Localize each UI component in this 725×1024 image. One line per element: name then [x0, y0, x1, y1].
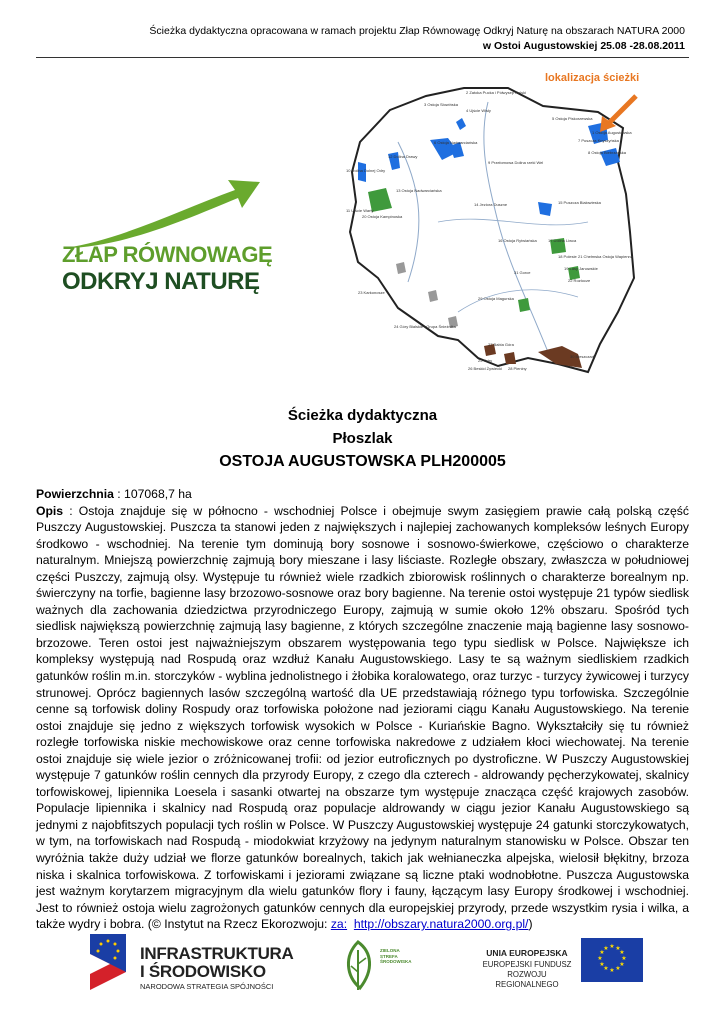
leaf-icon — [338, 938, 378, 994]
header-line-1: Ścieżka dydaktyczna opracowana w ramach projektu Złap Równowagę Odkryj Naturę na obszarach NATURA 2000 — [149, 25, 685, 37]
map-label: 20 Ostoja Kampinoska — [362, 214, 403, 219]
map-label: 30 Bieszczady — [570, 354, 596, 359]
svg-text:★: ★ — [609, 967, 615, 974]
logo-line-2: ODKRYJ NATURĘ — [62, 268, 260, 295]
area-label: Powierzchnia — [36, 487, 114, 501]
map-label: 22 Roztocze — [568, 278, 591, 283]
map-label: 6 Ostoja Nadwarciańska — [434, 140, 478, 145]
page-header — [149, 24, 685, 54]
area-value: : 107068,7 ha — [113, 487, 192, 501]
project-logo — [60, 170, 280, 300]
eu-line-3: ROZWOJU REGIONALNEGO — [495, 970, 559, 989]
map-label: 4 Ujście Wisły — [466, 108, 491, 113]
eu-flag-icon — [581, 938, 643, 982]
svg-text:★: ★ — [603, 965, 609, 972]
map-label: 15 Puszcza Białowieska — [558, 200, 601, 205]
map-label: 18 Polesie — [558, 254, 577, 259]
map-label: 28 Pieniny — [508, 366, 527, 371]
page-titles — [0, 404, 725, 473]
map-label: 24 Góry Bialskie i Grupa Śnieżnika — [394, 324, 456, 329]
svg-text:★: ★ — [603, 945, 609, 952]
map-label: 10 Dolina Dolnej Odry — [346, 168, 386, 173]
map-label: 1 Ostoja Augustowska — [592, 130, 632, 135]
area-paragraph — [36, 486, 689, 503]
map-label: 27 Babia Góra — [488, 342, 514, 347]
infra-line-2: I ŚRODOWISKO — [140, 962, 266, 981]
map-label: 31 Gorce — [514, 270, 531, 275]
site-area — [518, 298, 530, 312]
map-label: 7 Puszcza Knyszyńska — [578, 138, 619, 143]
eu-lines — [478, 960, 576, 990]
svg-text:★: ★ — [621, 955, 627, 962]
location-arrow-icon — [606, 96, 636, 126]
source-prefix-link[interactable]: za: — [330, 917, 348, 932]
map-label: 19 Lasy Janowskie — [564, 266, 598, 271]
svg-text:★: ★ — [615, 965, 621, 972]
svg-text:★: ★ — [619, 961, 625, 968]
infrastructure-flag-icon — [86, 932, 132, 992]
site-area — [538, 202, 552, 216]
svg-text:★: ★ — [599, 961, 605, 968]
map-label: 2 Zatoka Pucka i Półwysep Helski — [466, 90, 527, 95]
logo-line-1: ZŁAP RÓWNOWAGĘ — [62, 242, 273, 267]
eu-line-2: EUROPEJSKI FUNDUSZ — [482, 960, 572, 969]
header-line-2: w Ostoi Augustowskiej 25.08 -28.08.2011 — [482, 40, 685, 52]
header-divider — [36, 57, 689, 58]
description-body — [36, 486, 689, 933]
map-label: 8 Ostoja Biebrzańska — [588, 150, 627, 155]
title-line-2: Płoszlak — [332, 430, 393, 447]
leaf-text: ZIELONA STREFA ŚRODOWISKA — [380, 948, 412, 964]
map-title: lokalizacja ścieżki — [545, 72, 640, 84]
map-label: 25 Tatry — [478, 358, 493, 363]
map-label: 14 Jeziora Duszne — [474, 202, 508, 207]
map-label: 3 Ostoja Słowińska — [424, 102, 459, 107]
source-url-link[interactable]: http://obszary.natura2000.org.pl/ — [353, 917, 529, 932]
map-label: 23 Karkonosze — [358, 290, 385, 295]
infra-line-1: INFRASTRUKTURA — [140, 944, 294, 963]
map-label: 29 Ostoja Magurska — [478, 296, 514, 301]
infra-line-3: NARODOWA STRATEGIA SPÓJNOŚCI — [140, 982, 274, 991]
description-paragraph — [36, 503, 689, 933]
map-label: 21 Chełmska Ostoja Wapienna — [578, 254, 633, 259]
poland-map — [338, 82, 654, 382]
eu-line-1: UNIA EUROPEJSKA — [486, 948, 568, 958]
svg-text:★: ★ — [597, 955, 603, 962]
title-line-1: Ścieżka dydaktyczna — [287, 407, 438, 424]
map-label: 5 Ostoja Piskorzewska — [552, 116, 593, 121]
map-label: 16 Ostoja Rytwiańska — [498, 238, 537, 243]
title-line-3: OSTOJA AUGUSTOWSKA PLH200005 — [219, 453, 506, 470]
map-label: 13 Ostoja Nadwarciańska — [396, 188, 442, 193]
description-text: : Ostoja znajduje się w północno - wschodniej Polsce i obejmuje swym zasięgiem prawie całą polską część Puszczy Augustowskiej. Puszcza ta stanowi jeden z największych i najlepiej zachowanych kompleksów leśnych Europy środkowo - wschodniej. Na terenie tym dominują bory sosnowe i sosnowo-świerkowe, częściowo o charakterze naturalnym. Mniejszą powierzchnię zajmują bory mieszane i lasy liściaste. Rozległe obszary, zwłaszcza w południowej części Puszczy, zajmują olsy. Występuje tu również wiele rzadkich zbiorowisk roślinnych o charakterze borealnym np. świerczyny na torfie, bagienne lasy brzozowo-sosnowe oraz bory bagienne. Na terenie ostoi występuje 21 typów siedlisk ważnych dla zachowania dziedzictwa przyrodniczego Europy, zajmują w sumie około 12% obszaru. Spośród tych siedlisk największą powierzchnię zajmują lasy bagienne, z których szczególne znaczenie mają bagienne lasy sosnowo-brzozowe. Teren ostoi jest najważniejszym obszarem występowania tego typu siedlisk w Polsce. Największe ich kompleksy występują nad Rospudą oraz wzdłuż Kanału Augustowskiego. Lasy te są ważnym siedliskiem rzadkich gatunków roślin m.in. storczyków - wyblina jednolistnego i żłobika koralowatego, oraz turzyc - turzycy żywicowej i turzycy strunowej. Oprócz bagiennych lasów szczególną wartość dla UE przedstawiają różnego typu torfowiska. Szczególnie cenne są torfowisk doliny Rospudy oraz torfowiska położone nad jeziorami ciągu Kanału Augustowskiego. Na terenie ostoi znajduje się jedno z większych torfowisk wysokich w Polsce - Kuriańskie Bagno. Wykształciły się tu również rozległe torfowiska niskie mechowiskowe oraz cenne torfowiska nakredowe z udziałem kłoci wiechowatej. Na terenie ostoi znajduje się wiele jezior o zróżnicowanej trofii: od jezior eutroficznych po dystroficzne. W Puszczy Augustowskiej występuje 7 gatunków roślin cennych dla przyrody Europy, z czego dla czterech - aldrowandy pęcherzykowatej, skalnicy torfowiskowej, lipiennika Loesela i sasanki otwartej na obszarze tym występuje znacząca część krajowych zasobów. Populacje lipiennika i skalnicy nad Rospudą oraz populacje aldrowandy w ciągu jezior Kanału Augustowskiego są jednymi z najobfitszych populacji tych roślin w Polsce. W Puszczy Augustowskiej występuje 24 gatunki storczykowatych, w tym, na torfowiskach nad Rospudą - miodokwiat krzyżowy na jedynym naturalnym stanowisku w Polsce. Obszar ten wyróżnia także duży udział we florze gatunków borealnych, takich jak wełnianeczka alpejska, wielosił błękitny, brzoza niska i skalnica torfowiskowa. Z torfowiskami i jeziorami związane są liczne ptaki wodnobłotne. Puszcza Augustowska jest ważnym korytarzem migracyjnym dla wielu gatunków flory i fauny, łączącym lasy Europy środkowej i wschodniej. Jest to również ostoja wielu zagrożonych gatunków cennych dla europejskiej przyrody, przede wszystkim rysia i wilka, a także wydry i bobra. (© Instytut na Rzecz Ekorozwoju: — [36, 503, 689, 932]
closing-paren: ) — [528, 917, 533, 932]
svg-text:★: ★ — [615, 945, 621, 952]
svg-text:★: ★ — [599, 949, 605, 956]
map-label: 26 Beskid Żywiecki — [468, 366, 503, 371]
svg-text:★: ★ — [619, 949, 625, 956]
svg-text:★: ★ — [609, 943, 615, 950]
map-label: 17 Dolina Liwca — [548, 238, 577, 243]
site-area — [504, 352, 516, 364]
map-label: 12 Dolina Drawy — [388, 154, 418, 159]
map-label: 11 Ujście Warty — [346, 208, 374, 213]
description-label: Opis — [36, 503, 64, 518]
map-label: 9 Przełomowa Dolina rzeki Wel — [488, 160, 544, 165]
